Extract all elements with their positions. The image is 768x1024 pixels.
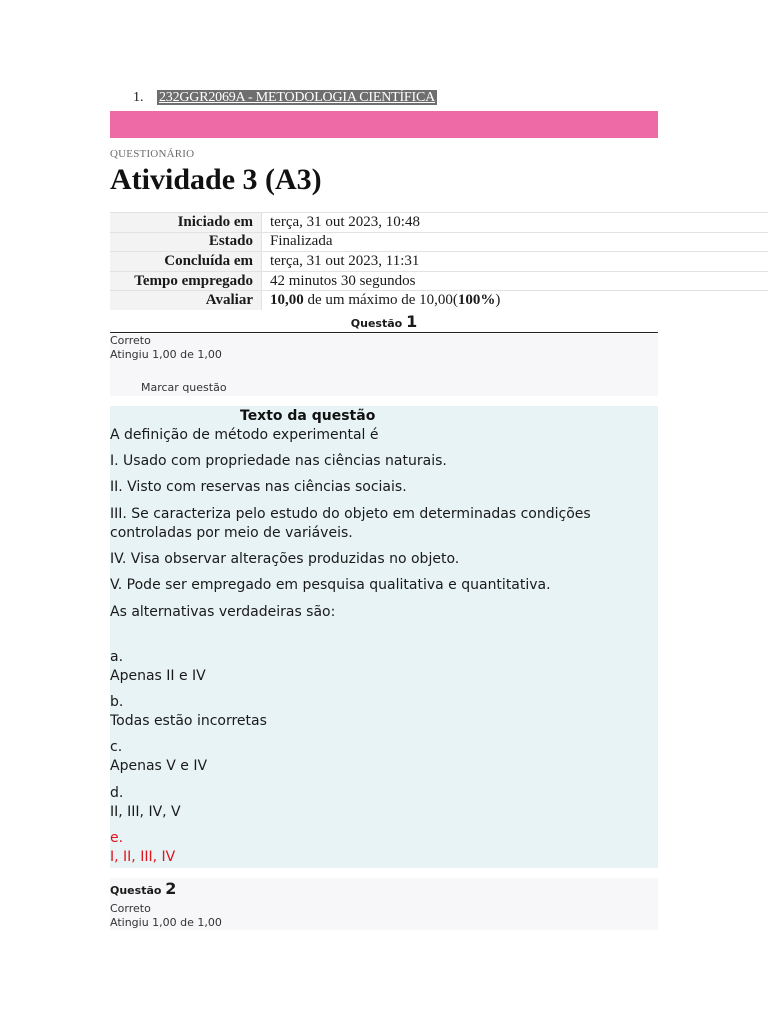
question-intro: A definição de método experimental é [110,427,379,443]
attempt-summary-table [110,212,768,310]
flag-question-link[interactable]: Marcar questão [141,381,227,394]
answer-option[interactable]: Apenas V e IV [110,758,208,774]
course-link[interactable]: 232GGR2069A - METODOLOGIA CIENTÍFICA [159,90,436,105]
accent-bar [110,111,658,138]
answer-option[interactable]: Apenas II e IV [110,668,206,684]
question-number: 2 [165,879,177,898]
summary-value: terça, 31 out 2023, 10:48 [262,213,768,233]
grade-score: 10,00 [270,292,304,309]
statement-item: V. Pode ser empregado em pesquisa qualitativa e quantitativa. [110,577,551,593]
statement-item: II. Visto com reservas nas ciências sociais. [110,479,407,495]
summary-label: Avaliar [110,291,262,311]
statement-item: I. Usado com propriedade nas ciências naturais. [110,453,447,469]
page-title: Atividade 3 (A3) [110,163,322,196]
summary-value: Finalizada [262,232,768,252]
section-label: QUESTIONÁRIO [110,148,195,160]
summary-row-grade [110,291,768,311]
breadcrumb [133,88,437,108]
question-score: Atingiu 1,00 de 1,00 [110,916,222,929]
option-letter: c. [110,739,123,755]
grade-percent: 100% [457,292,496,309]
grade-middle: de um máximo de 10,00( [303,292,458,309]
option-letter: d. [110,785,124,801]
summary-value: terça, 31 out 2023, 11:31 [262,252,768,272]
statement-item: IV. Visa observar alterações produzidas no objeto. [110,551,460,567]
question-text-title: Texto da questão [240,408,376,424]
summary-row-state [110,232,768,252]
question-score: Atingiu 1,00 de 1,00 [110,348,222,361]
question-prompt: As alternativas verdadeiras são: [110,604,336,620]
breadcrumb-number: 1. [133,90,144,105]
summary-label: Tempo empregado [110,271,262,291]
question-number: 1 [406,312,418,331]
option-letter-selected: e. [110,830,124,846]
grade-end: ) [495,292,501,309]
question-status: Correto [110,334,151,347]
question-word: Questão [350,317,403,330]
question-2-header [110,878,658,902]
option-letter: b. [110,694,124,710]
summary-label: Iniciado em [110,213,262,233]
question-1-info [110,334,658,396]
summary-row-time [110,271,768,291]
summary-value: 42 minutos 30 segundos [262,271,768,291]
summary-label: Concluída em [110,252,262,272]
grade-value [262,291,768,311]
option-letter: a. [110,649,124,665]
question-status: Correto [110,902,151,915]
answer-option[interactable]: Todas estão incorretas [110,713,267,729]
summary-row-completed [110,252,768,272]
statement-item: III. Se caracteriza pelo estudo do objeto em determinadas condições controladas por meio de variáveis. [110,506,591,541]
answer-option-selected[interactable]: I, II, III, IV [110,849,176,865]
answer-option[interactable]: II, III, IV, V [110,804,181,820]
question-1-content [110,406,658,868]
summary-row-started [110,213,768,233]
question-1-header [110,312,658,333]
question-word: Questão [110,884,162,897]
question-2-info [110,878,658,930]
summary-label: Estado [110,232,262,252]
